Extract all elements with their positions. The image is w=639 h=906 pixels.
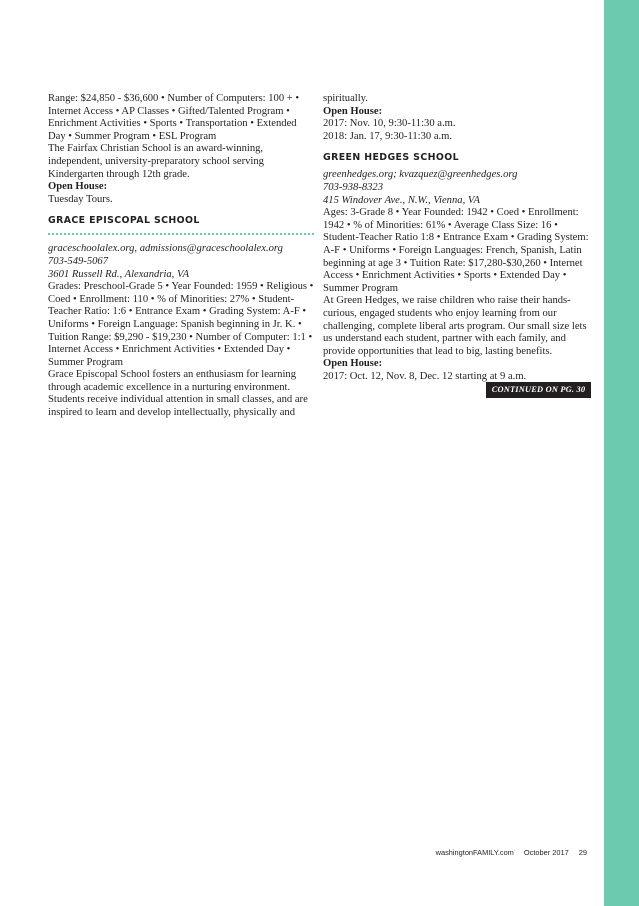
page-footer <box>436 848 587 857</box>
listing-details: Grades: Preschool-Grade 5 • Year Founded: 1959 • Religious • Coed • Enrollment: 110 • % of Minorities: 27% • Student-Teacher Ratio: 1:6 • Entrance Exam • Grading System: A-F • Uniforms • Foreign Language: Spanish beginning in Jr. K. • Tuition Range: $9,290 - $19,230 • Number of Computer: 1:1 • Internet Access • Enrichment Activities • Extended Day • Summer Program <box>48 281 314 368</box>
grace-episcopal-listing <box>48 215 314 419</box>
open-house-line: 2017: Nov. 10, 9:30-11:30 a.m. <box>323 118 456 130</box>
fairfax-listing-continuation <box>48 93 314 206</box>
open-house-text: 2017: Oct. 12, Nov. 8, Dec. 12 starting at 9 a.m. <box>323 370 527 382</box>
school-address: 3601 Russell Rd., Alexandria, VA <box>48 268 190 280</box>
school-title: GRACE EPISCOPAL SCHOOL <box>48 215 200 227</box>
green-hedges-listing <box>323 152 591 383</box>
continued-on-page-badge[interactable]: CONTINUED ON PG. 30 <box>486 382 591 398</box>
side-color-stripe <box>604 0 639 906</box>
footer-page-number: 29 <box>578 848 587 857</box>
open-house-text: Tuesday Tours. <box>48 193 113 205</box>
listing-details: Ages: 3-Grade 8 • Year Founded: 1942 • Coed • Enrollment: 1942 • % of Minorities: 61% • Average Class Size: 16 • Student-Teacher Ratio 1:8 • Entrance Exam • Grading System: A-F • Uniforms • Foreign Languages: French, Spanish, Latin beginning at age 3 • Tuition Rate: $17,280-$30,260 • Internet Access • Enrichment Activities • Sports • Extended Day • Summer Program <box>323 207 589 294</box>
listing-description: At Green Hedges, we raise children who raise their hands-curious, engaged students who enjoy learning from our challenging, complete liberal arts program. Our small size lets us understand each student, partner with each family, and provide opportunities that lead to big, lasting benefits. <box>323 295 587 357</box>
school-web-email[interactable]: graceschoolalex.org, admissions@graceschoolalex.org <box>48 243 283 255</box>
open-house-label: Open House: <box>323 105 383 117</box>
grace-listing-continuation <box>323 93 591 143</box>
left-column <box>48 93 314 420</box>
listing-description-end: spiritually. <box>323 93 368 104</box>
dotted-divider <box>48 232 314 235</box>
listing-description: Grace Episcopal School fosters an enthusiasm for learning through academic excellence in a nurturing environment. Students receive individual attention in small classes, and are inspired to learn and develop intellectually, physically and <box>48 369 308 419</box>
footer-issue: October 2017 <box>523 848 569 857</box>
listing-description: The Fairfax Christian School is an award-winning, independent, university-preparatory school serving Kindergarten through 12th grade. <box>48 143 264 180</box>
right-column <box>323 93 591 383</box>
open-house-label: Open House: <box>323 358 383 370</box>
school-address: 415 Windover Ave., N.W., Vienna, VA <box>323 194 481 206</box>
open-house-line: 2018: Jan. 17, 9:30-11:30 a.m. <box>323 130 453 142</box>
footer-site: washingtonFAMILY.com <box>435 848 514 857</box>
school-title: GREEN HEDGES SCHOOL <box>323 152 459 164</box>
school-web-email[interactable]: greenhedges.org; kvazquez@greenhedges.org <box>323 169 518 181</box>
listing-details: Range: $24,850 - $36,600 • Number of Computers: 100 + • Internet Access • AP Classes • Gifted/Talented Program • Enrichment Activities • Sports • Transportation • Extended Day • Summer Program • ESL Program <box>48 93 300 142</box>
school-phone: 703-549-5067 <box>48 255 109 267</box>
open-house-label: Open House: <box>48 181 108 193</box>
school-phone: 703-938-8323 <box>323 181 384 193</box>
